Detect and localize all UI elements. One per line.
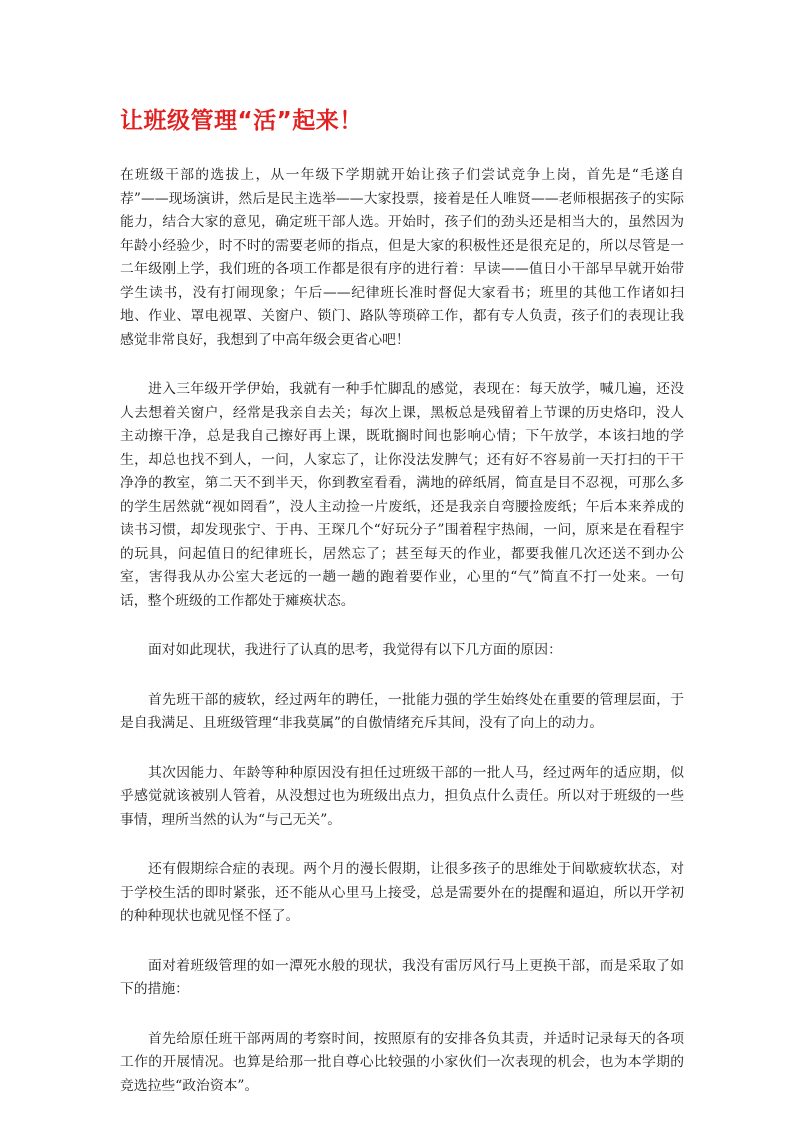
paragraph-2: 进入三年级开学伊始，我就有一种手忙脚乱的感觉，表现在：每天放学，喊几遍，还没人去想着关窗户，经常是我亲自去关；每次上课，黑板总是残留着上节课的历史烙印，没人主动擦干净，总是我自己擦好再上课，既耽搁时间也影响心情；下午放学，本该扫地的学生，却总也找不到人，一问，人家忘了，让你没法发脾气；还有好不容易前一天打扫的干干净净的教室，第二天不到半天，你到教室看看，满地的碎纸屑，简直是目不忍视，可那么多的学生居然就“视如罔看”，没人主动捡一片废纸，还是我亲自弯腰捡废纸；午后本来养成的读书习惯，却发现张宁、于冉、王琛几个“好玩分子”围着程宇热闹，一问，原来是在看程宇的玩具，问起值日的纪律班长，居然忘了；甚至每天的作业，都要我催几次还送不到办公室，害得我从办公室大老远的一趟一趟的跑着要作业，心里的“气”简直不打一处来。一句话，整个班级的工作都处于瘫痪状态。 [120,381,684,609]
paragraph-1: 在班级干部的选拔上，从一年级下学期就开始让孩子们尝试竞争上岗，首先是“毛遂自荐”——现场演讲，然后是民主选举——大家投票，接着是任人唯贤——老师根据孩子的实际能力，结合大家的意见，确定班干部人选。开始时，孩子们的劲头还是相当大的，虽然因为年龄小经验少，时不时的需要老师的指点，但是大家的积极性还是很充足的，所以尽管是一二年级刚上学，我们班的各项工作都是很有序的进行着：早读——值日小干部早早就开始带学生读书，没有打闹现象；午后——纪律班长准时督促大家看书；班里的其他工作诸如扫地、作业、罩电视罩、关窗户、锁门、路队等琐碎工作，都有专人负责，孩子们的表现让我感觉非常良好，我想到了中高年级会更省心吧！ [120,167,684,348]
paragraph-7: 面对着班级管理的如一潭死水般的现状，我没有雷厉风行马上更换干部，而是采取了如下的措施： [120,957,684,997]
paragraph-8: 首先给原任班干部两周的考察时间，按照原有的安排各负其责，并适时记录每天的各项工作的开展情况。也算是给那一批自尊心比较强的小家伙们一次表现的机会，也为本学期的竞选拉些“政治资本”。 [120,1030,684,1094]
paragraph-5: 其次因能力、年龄等种种原因没有担任过班级干部的一批人马，经过两年的适应期，似乎感觉就该被别人管着，从没想过也为班级出点力，担负点什么责任。所以对于班级的一些事情，理所当然的认为“与己无关”。 [120,764,684,828]
paragraph-4: 首先班干部的疲软，经过两年的聘任，一批能力强的学生始终处在重要的管理层面，于是自我满足、且班级管理“非我莫属”的自傲情绪充斥其间，没有了向上的动力。 [120,691,684,731]
paragraph-3: 面对如此现状，我进行了认真的思考，我觉得有以下几方面的原因： [148,642,562,658]
paragraph-6: 还有假期综合症的表现。两个月的漫长假期，让很多孩子的思维处于间歇疲软状态，对于学校生活的即时紧张，还不能从心里马上接受，总是需要外在的提醒和逼迫，所以开学初的种种现状也就见怪不怪了。 [120,861,684,924]
document-title: 让班级管理“活”起来！ [120,108,363,134]
